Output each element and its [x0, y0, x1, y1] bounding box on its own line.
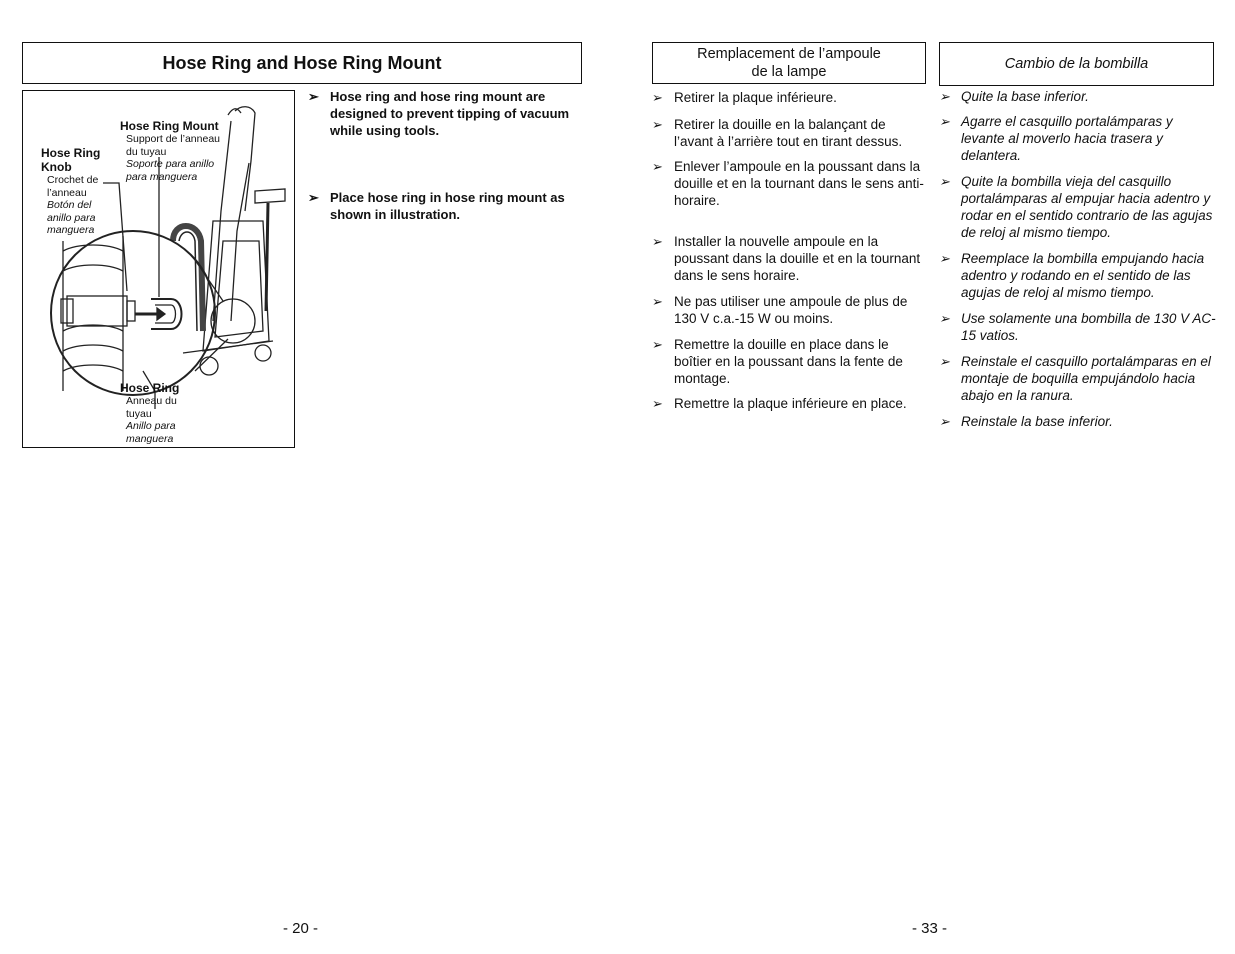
instruction-item: ➢ Agarre el casquillo portalámparas y levante al moverlo hacia trasera y delantera. [939, 114, 1173, 163]
instruction-item: ➢ Reinstale el casquillo portalámparas en el montaje de boquilla empujándolo hacia abajo en la ranura. [939, 354, 1211, 403]
page-number-left: - 20 - [283, 920, 319, 937]
hose-ring-mount-label: Hose Ring Mount Support de l’anneau du tuyau Soporte para anillo para manguera [120, 119, 220, 183]
instruction-item: ➢ Remettre la douille en place dans le boîtier en la poussant dans la fente de montage. [652, 337, 903, 386]
bullet-arrow-icon: ➢ [308, 190, 319, 205]
hose-ring-illustration [22, 90, 295, 448]
bullet-arrow-icon: ➢ [939, 414, 950, 429]
instruction-item: ➢ Quite la bombilla vieja del casquillo portalámparas al empujar hacia adentro y rodar en el sentido contrario de las agujas de reloj al mismo tiempo. [939, 174, 1213, 240]
bullet-arrow-icon: ➢ [308, 89, 319, 104]
page-number-right: - 33 - [912, 920, 948, 937]
bullet-arrow-icon: ➢ [652, 90, 663, 105]
bullet-arrow-icon: ➢ [652, 117, 663, 132]
spanish-instructions [939, 88, 1217, 430]
instruction-item: ➢ Place hose ring in hose ring mount as shown in illustration. [308, 190, 565, 222]
instruction-item: ➢ Enlever l’ampoule en la poussant dans la douille et en la tournant dans le sens anti-horaire. [652, 159, 924, 208]
french-instructions [652, 89, 924, 412]
section-title-spanish: Cambio de la bombilla [939, 42, 1214, 86]
instruction-item: ➢ Retirer la plaque inférieure. [652, 90, 837, 105]
bullet-arrow-icon: ➢ [652, 396, 663, 411]
instruction-item: ➢ Use solamente una bombilla de 130 V AC-15 vatios. [939, 311, 1216, 343]
section-title-hose-ring: Hose Ring and Hose Ring Mount [22, 42, 582, 84]
hose-ring-label: Hose Ring Anneau du tuyau Anillo para manguera [120, 381, 180, 445]
instruction-item: ➢ Reemplace la bombilla empujando hacia adentro y rodando en el sentido de las agujas de reloj al mismo tiempo. [939, 251, 1205, 300]
instruction-item: ➢ Retirer la douille en la balançant de l’avant à l’arrière tout en tirant dessus. [652, 117, 903, 149]
bullet-arrow-icon: ➢ [652, 234, 663, 249]
bullet-arrow-icon: ➢ [939, 311, 950, 326]
bullet-arrow-icon: ➢ [652, 294, 663, 309]
instruction-item: ➢ Reinstale la base inferior. [939, 414, 1113, 429]
bullet-arrow-icon: ➢ [939, 251, 950, 266]
hose-ring-knob-label: Hose Ring Knob Crochet de l’anneau Botón del anillo para manguera [41, 146, 101, 236]
bullet-arrow-icon: ➢ [939, 354, 950, 369]
english-instructions [308, 88, 578, 223]
bullet-arrow-icon: ➢ [939, 89, 950, 104]
instruction-item: ➢ Remettre la plaque inférieure en place. [652, 396, 907, 411]
bullet-arrow-icon: ➢ [939, 114, 950, 129]
instruction-item: ➢ Ne pas utiliser une ampoule de plus de 130 V c.a.-15 W ou moins. [652, 294, 908, 326]
instruction-item: ➢ Hose ring and hose ring mount are designed to prevent tipping of vacuum while using tools. [308, 89, 570, 138]
instruction-item: ➢ Installer la nouvelle ampoule en la poussant dans la douille et en la tournant dans le sens horaire. [652, 234, 921, 283]
section-title-french: Remplacement de l’ampoule de la lampe [652, 42, 926, 84]
bullet-arrow-icon: ➢ [652, 337, 663, 352]
bullet-arrow-icon: ➢ [652, 159, 663, 174]
bullet-arrow-icon: ➢ [939, 174, 950, 189]
instruction-item: ➢ Quite la base inferior. [939, 89, 1089, 104]
